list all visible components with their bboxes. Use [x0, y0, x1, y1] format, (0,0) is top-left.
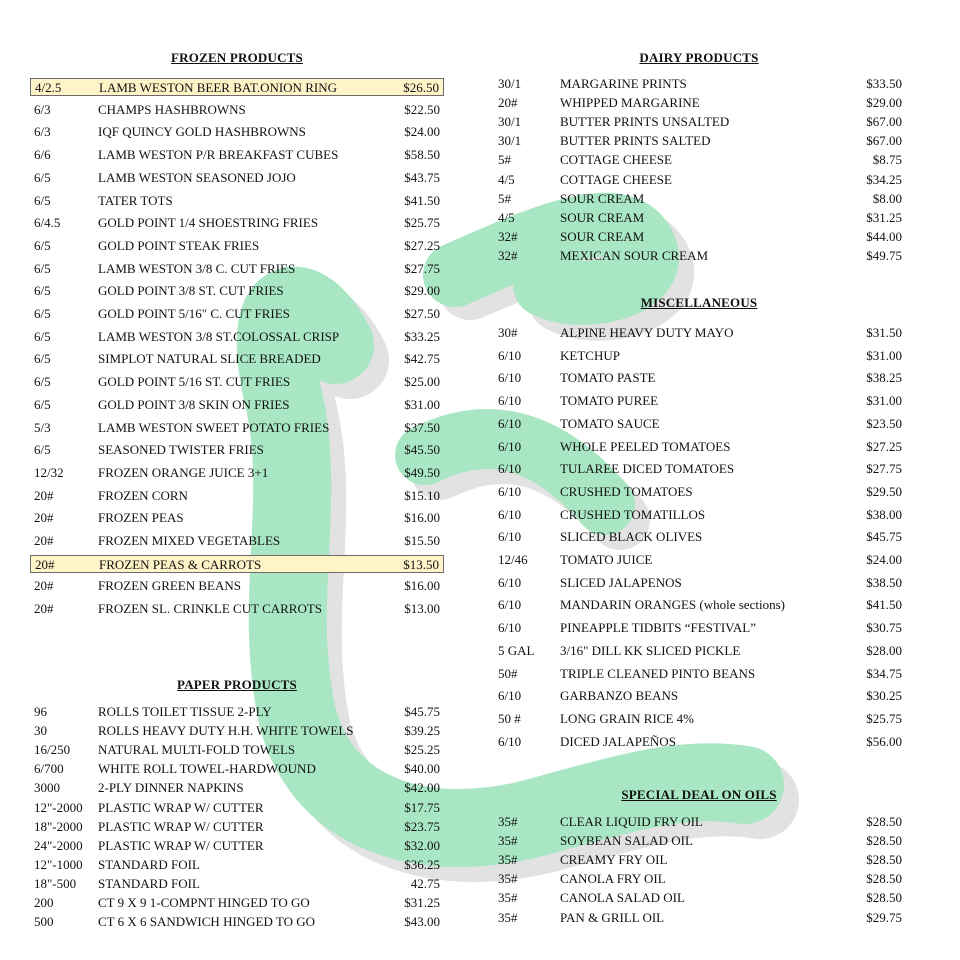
price-row [30, 305, 444, 323]
item-description: NATURAL MULTI-FOLD TOWELS [98, 742, 296, 758]
item-price: $37.50 [404, 419, 440, 435]
item-pack: 3000 [34, 780, 60, 796]
item-pack: 6/5 [34, 374, 51, 390]
item-pack: 18"-2000 [34, 818, 83, 834]
item-description: GOLD POINT 5/16 ST. CUT FRIES [98, 374, 291, 390]
item-pack: 6/3 [34, 101, 51, 117]
item-pack: 6/10 [498, 506, 522, 522]
item-price: $28.50 [866, 814, 902, 829]
item-pack: 4/5 [498, 209, 515, 225]
price-row [494, 151, 904, 169]
item-price: $41.50 [866, 597, 902, 613]
item-price: $30.75 [866, 620, 902, 636]
item-pack: 6/5 [34, 169, 51, 185]
item-description: FROZEN PEAS & CARROTS [99, 556, 262, 572]
item-price: $43.75 [404, 169, 440, 185]
item-price: $22.50 [404, 101, 440, 117]
price-row [494, 228, 904, 246]
item-price: $8.00 [872, 190, 902, 206]
item-description: SLICED BLACK OLIVES [560, 529, 703, 545]
item-pack: 6/10 [498, 529, 522, 545]
item-pack: 32# [498, 228, 518, 244]
item-pack: 16/250 [34, 742, 71, 758]
item-price: $23.50 [866, 415, 902, 431]
item-description: TULAREE DICED TOMATOES [560, 461, 735, 477]
item-description: PAN & GRILL OIL [560, 909, 665, 925]
price-row [494, 733, 904, 751]
price-row [494, 710, 904, 728]
item-description: GOLD POINT 3/8 ST. CUT FRIES [98, 283, 284, 299]
item-pack: 96 [34, 704, 47, 719]
price-row [494, 506, 904, 524]
item-description: LONG GRAIN RICE 4% [560, 710, 694, 726]
price-row [494, 483, 904, 501]
item-pack: 4/5 [498, 171, 515, 187]
item-pack: 20# [34, 510, 54, 526]
price-row [494, 619, 904, 637]
item-pack: 6/10 [498, 620, 522, 636]
price-row [30, 487, 444, 505]
item-description: CANOLA FRY OIL [560, 871, 666, 887]
item-description: KETCHUP [560, 347, 620, 363]
item-description: FROZEN SL. CRINKLE CUT CARROTS [98, 601, 323, 617]
right-column [494, 0, 904, 960]
paper-heading: PAPER PRODUCTS [177, 677, 297, 692]
item-pack: 32# [498, 247, 518, 263]
item-description: TOMATO SAUCE [560, 415, 660, 431]
item-price: $28.50 [866, 871, 902, 887]
frozen-heading: FROZEN PRODUCTS [171, 50, 303, 65]
item-price: $31.00 [404, 396, 440, 412]
item-pack: 50 # [498, 710, 521, 726]
item-pack: 4/2.5 [35, 80, 62, 95]
item-pack: 18"-500 [34, 875, 77, 891]
item-pack: 6/700 [34, 761, 64, 777]
item-pack: 6/6 [34, 147, 51, 163]
item-description: TOMATO PASTE [560, 370, 656, 386]
item-description: MANDARIN ORANGES (whole sections) [560, 597, 785, 613]
item-pack: 6/5 [34, 351, 51, 367]
item-price: $42.75 [404, 351, 440, 367]
price-row [494, 596, 904, 614]
price-row [30, 237, 444, 255]
item-description: CREAMY FRY OIL [560, 852, 668, 868]
dairy-heading: DAIRY PRODUCTS [639, 50, 759, 65]
item-pack: 35# [498, 890, 518, 906]
item-price: $49.75 [866, 247, 902, 263]
price-row [30, 464, 444, 482]
item-pack: 6/5 [34, 260, 51, 276]
item-price: $43.00 [404, 914, 440, 930]
item-description: LAMB WESTON SEASONED JOJO [98, 169, 296, 185]
price-row [30, 913, 444, 931]
item-price: $17.75 [404, 799, 440, 815]
item-description: PLASTIC WRAP W/ CUTTER [98, 837, 264, 853]
item-pack: 6/5 [34, 328, 51, 344]
price-row [30, 78, 444, 96]
item-price: $44.00 [866, 228, 902, 244]
item-description: 2-PLY DINNER NAPKINS [98, 780, 244, 796]
misc-heading: MISCELLANEOUS [640, 295, 758, 310]
item-price: $49.50 [404, 464, 440, 480]
item-description: TRIPLE CLEANED PINTO BEANS [560, 665, 756, 681]
price-row [494, 392, 904, 410]
price-row [30, 169, 444, 187]
item-price: $36.25 [404, 856, 440, 872]
item-description: TOMATO JUICE [560, 552, 653, 567]
price-row [30, 509, 444, 527]
price-row [30, 373, 444, 391]
item-price: $34.75 [866, 665, 902, 681]
item-description: CT 9 X 9 1-COMPNT HINGED TO GO [98, 895, 310, 910]
item-pack: 6/5 [34, 192, 51, 208]
item-price: $16.00 [404, 578, 440, 594]
item-description: MEXICAN SOUR CREAM [560, 247, 709, 263]
item-description: GOLD POINT STEAK FRIES [98, 237, 260, 253]
item-description: SEASONED TWISTER FRIES [98, 442, 264, 458]
item-description: PLASTIC WRAP W/ CUTTER [98, 799, 264, 815]
item-pack: 6/5 [34, 442, 51, 458]
price-row [494, 132, 904, 150]
item-price: $39.25 [404, 723, 440, 739]
item-description: WHIPPED MARGARINE [560, 95, 700, 111]
item-price: $25.00 [404, 374, 440, 390]
price-row [30, 837, 444, 855]
price-row [30, 146, 444, 164]
item-price: $31.25 [404, 895, 440, 910]
item-pack: 6/10 [498, 483, 522, 499]
item-pack: 6/5 [34, 283, 51, 299]
item-pack: 6/10 [498, 733, 522, 749]
item-price: $27.50 [404, 306, 440, 321]
price-row [494, 460, 904, 478]
price-row [30, 760, 444, 778]
item-price: $45.50 [404, 442, 440, 458]
item-description: SLICED JALAPENOS [560, 574, 682, 590]
item-price: $31.25 [866, 209, 902, 225]
price-row [30, 741, 444, 759]
item-description: BUTTER PRINTS SALTED [560, 133, 711, 149]
item-pack: 6/10 [498, 415, 522, 431]
price-row [30, 350, 444, 368]
item-price: $28.50 [866, 833, 902, 849]
price-row [494, 665, 904, 683]
item-pack: 12/46 [498, 552, 528, 567]
price-row [494, 369, 904, 387]
item-price: $25.75 [404, 215, 440, 231]
item-description: STANDARD FOIL [98, 875, 200, 891]
item-price: $15.50 [404, 533, 440, 548]
item-description: SOUR CREAM [560, 190, 645, 206]
item-pack: 30/1 [498, 114, 522, 130]
item-pack: 6/5 [34, 237, 51, 253]
item-price: $24.00 [404, 124, 440, 140]
item-price: $27.25 [866, 438, 902, 454]
item-price: $45.75 [404, 704, 440, 719]
item-pack: 6/10 [498, 370, 522, 386]
item-description: PLASTIC WRAP W/ CUTTER [98, 818, 264, 834]
item-price: $26.50 [403, 80, 439, 95]
item-pack: 35# [498, 871, 518, 887]
item-pack: 35# [498, 814, 518, 829]
item-price: $45.75 [866, 529, 902, 545]
item-description: ALPINE HEAVY DUTY MAYO [560, 325, 734, 340]
price-row [494, 687, 904, 705]
item-description: CRUSHED TOMATOES [560, 483, 693, 499]
item-price: $58.50 [404, 147, 440, 163]
item-pack: 12/32 [34, 464, 64, 480]
item-price: $29.00 [404, 283, 440, 299]
item-description: FROZEN GREEN BEANS [98, 578, 242, 594]
price-row [30, 856, 444, 874]
item-description: MARGARINE PRINTS [560, 76, 687, 91]
item-description: GOLD POINT 3/8 SKIN ON FRIES [98, 396, 290, 412]
item-description: LAMB WESTON P/R BREAKFAST CUBES [98, 147, 339, 163]
item-description: LAMB WESTON SWEET POTATO FRIES [98, 419, 330, 435]
item-description: LAMB WESTON 3/8 ST.COLOSSAL CRISP [98, 328, 340, 344]
item-description: CRUSHED TOMATILLOS [560, 506, 706, 522]
item-description: SOYBEAN SALAD OIL [560, 833, 693, 849]
item-pack: 6/10 [498, 461, 522, 477]
item-pack: 5 GAL [498, 642, 535, 658]
price-row [30, 703, 444, 721]
price-row [494, 813, 904, 831]
item-description: GOLD POINT 5/16" C. CUT FRIES [98, 306, 290, 321]
item-pack: 5/3 [34, 419, 51, 435]
item-description: ROLLS TOILET TISSUE 2-PLY [98, 704, 272, 719]
item-price: $32.00 [404, 837, 440, 853]
item-price: $38.00 [866, 506, 902, 522]
price-row [30, 328, 444, 346]
price-row [494, 832, 904, 850]
price-row [30, 192, 444, 210]
item-pack: 30/1 [498, 133, 522, 149]
price-row [30, 396, 444, 414]
price-row [30, 600, 444, 618]
price-row [30, 282, 444, 300]
price-row [494, 171, 904, 189]
item-pack: 30# [498, 325, 518, 340]
item-price: $56.00 [866, 733, 902, 749]
item-price: $38.25 [866, 370, 902, 386]
item-pack: 30 [34, 723, 47, 739]
item-pack: 20# [34, 487, 54, 503]
item-price: $15.10 [404, 487, 440, 503]
item-description: TATER TOTS [98, 192, 173, 208]
item-price: $28.50 [866, 852, 902, 868]
item-pack: 6/10 [498, 688, 522, 704]
item-description: COTTAGE CHEESE [560, 152, 672, 168]
item-price: 42.75 [410, 875, 440, 891]
item-pack: 20# [35, 556, 55, 572]
item-pack: 20# [34, 533, 54, 548]
item-description: IQF QUINCY GOLD HASHBROWNS [98, 124, 306, 140]
price-row [30, 260, 444, 278]
item-pack: 12"-1000 [34, 856, 83, 872]
item-description: FROZEN CORN [98, 487, 188, 503]
item-description: STANDARD FOIL [98, 856, 200, 872]
item-pack: 20# [498, 95, 518, 111]
price-row [30, 722, 444, 740]
item-pack: 6/5 [34, 396, 51, 412]
price-row [494, 528, 904, 546]
price-row [30, 779, 444, 797]
price-row [494, 642, 904, 660]
item-pack: 6/10 [498, 438, 522, 454]
item-pack: 6/5 [34, 306, 51, 321]
item-price: $25.75 [866, 710, 902, 726]
price-row [494, 75, 904, 93]
price-row [30, 214, 444, 232]
left-column [30, 0, 444, 960]
price-row [30, 419, 444, 437]
item-price: $25.25 [404, 742, 440, 758]
item-price: $41.50 [404, 192, 440, 208]
item-description: DICED JALAPEÑOS [560, 733, 676, 749]
item-pack: 12"-2000 [34, 799, 83, 815]
item-description: FROZEN PEAS [98, 510, 184, 526]
item-price: $40.00 [404, 761, 440, 777]
item-price: $27.75 [866, 461, 902, 477]
item-description: TOMATO PUREE [560, 393, 659, 409]
item-description: CANOLA SALAD OIL [560, 890, 685, 906]
price-row [494, 190, 904, 208]
item-description: GARBANZO BEANS [560, 688, 679, 704]
item-price: $16.00 [404, 510, 440, 526]
item-pack: 20# [34, 601, 54, 617]
price-row [30, 441, 444, 459]
item-description: ROLLS HEAVY DUTY H.H. WHITE TOWELS [98, 723, 354, 739]
price-row [494, 438, 904, 456]
price-row [30, 555, 444, 573]
item-pack: 6/10 [498, 574, 522, 590]
price-row [30, 123, 444, 141]
item-description: BUTTER PRINTS UNSALTED [560, 114, 730, 130]
item-price: $30.25 [866, 688, 902, 704]
item-pack: 6/4.5 [34, 215, 61, 231]
price-row [494, 870, 904, 888]
item-description: CT 6 X 6 SANDWICH HINGED TO GO [98, 914, 316, 930]
item-price: $31.00 [866, 393, 902, 409]
item-pack: 500 [34, 914, 54, 930]
item-price: $24.00 [866, 552, 902, 567]
item-pack: 6/10 [498, 347, 522, 363]
price-row [494, 347, 904, 365]
item-pack: 5# [498, 152, 511, 168]
price-row [494, 209, 904, 227]
price-row [30, 875, 444, 893]
item-price: $31.50 [866, 325, 902, 340]
price-row [30, 894, 444, 912]
price-row [494, 324, 904, 342]
item-description: FROZEN ORANGE JUICE 3+1 [98, 464, 269, 480]
item-description: CLEAR LIQUID FRY OIL [560, 814, 703, 829]
item-price: $13.00 [404, 601, 440, 617]
item-description: WHITE ROLL TOWEL-HARDWOUND [98, 761, 316, 777]
item-price: $13.50 [403, 556, 439, 572]
item-pack: 6/10 [498, 597, 522, 613]
price-row [30, 101, 444, 119]
price-row [494, 851, 904, 869]
item-description: 3/16" DILL KK SLICED PICKLE [560, 642, 741, 658]
item-price: $33.50 [866, 76, 902, 91]
item-price: $34.25 [866, 171, 902, 187]
price-row [30, 818, 444, 836]
price-row [494, 415, 904, 433]
item-price: $27.75 [404, 260, 440, 276]
item-price: $38.50 [866, 574, 902, 590]
item-price: $67.00 [866, 114, 902, 130]
item-price: $29.50 [866, 483, 902, 499]
item-pack: 30/1 [498, 76, 522, 91]
price-row [494, 551, 904, 569]
item-pack: 35# [498, 833, 518, 849]
item-pack: 6/3 [34, 124, 51, 140]
item-price: $8.75 [872, 152, 902, 168]
item-description: COTTAGE CHEESE [560, 171, 672, 187]
item-price: $31.00 [866, 347, 902, 363]
price-row [494, 909, 904, 927]
oils-heading: SPECIAL DEAL ON OILS [621, 787, 777, 802]
item-description: SOUR CREAM [560, 228, 645, 244]
item-description: SOUR CREAM [560, 209, 645, 225]
item-price: $28.50 [866, 890, 902, 906]
item-pack: 35# [498, 909, 518, 925]
item-pack: 200 [34, 895, 54, 910]
price-row [494, 889, 904, 907]
item-description: FROZEN MIXED VEGETABLES [98, 533, 281, 548]
item-price: $23.75 [404, 818, 440, 834]
item-price: $29.75 [866, 909, 902, 925]
item-pack: 50# [498, 665, 518, 681]
price-row [494, 574, 904, 592]
item-pack: 6/10 [498, 393, 522, 409]
price-row [494, 94, 904, 112]
item-description: PINEAPPLE TIDBITS “FESTIVAL” [560, 620, 756, 636]
item-price: $33.25 [404, 328, 440, 344]
price-row [494, 113, 904, 131]
price-row [30, 532, 444, 550]
item-price: $28.00 [866, 642, 902, 658]
item-description: CHAMPS HASHBROWNS [98, 101, 246, 117]
item-description: GOLD POINT 1/4 SHOESTRING FRIES [98, 215, 319, 231]
item-price: $42.00 [404, 780, 440, 796]
item-price: $67.00 [866, 133, 902, 149]
price-row [30, 799, 444, 817]
item-pack: 5# [498, 190, 511, 206]
item-description: SIMPLOT NATURAL SLICE BREADED [98, 351, 321, 367]
price-row [30, 577, 444, 595]
item-pack: 20# [34, 578, 54, 594]
item-description: LAMB WESTON 3/8 C. CUT FRIES [98, 260, 296, 276]
item-description: LAMB WESTON BEER BAT.ONION RING [99, 80, 337, 95]
item-description: WHOLE PEELED TOMATOES [560, 438, 731, 454]
item-price: $29.00 [866, 95, 902, 111]
item-pack: 35# [498, 852, 518, 868]
price-row [494, 247, 904, 265]
item-pack: 24"-2000 [34, 837, 83, 853]
item-price: $27.25 [404, 237, 440, 253]
